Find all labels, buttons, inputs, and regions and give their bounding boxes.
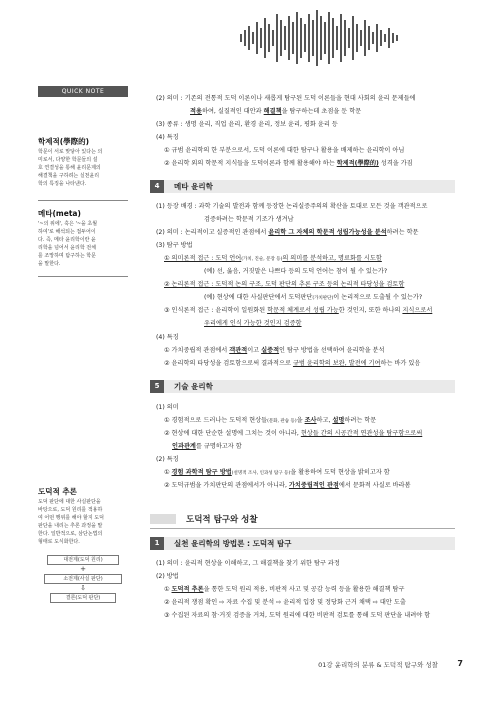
section-number: 5 [150,380,164,393]
syllogism-diagram [44,555,122,603]
quick-note-tab: QUICK NOTE [38,86,128,97]
chapter-heading [150,510,455,529]
note-moral-reasoning [38,488,128,546]
note-title: 도덕적 추론 [38,487,77,496]
plus-sign: + [80,565,86,573]
text-line: 우리에게 인식 가능한 것인지 검증함 [204,320,302,327]
text-line: ② 현상에 대한 단순한 설명에 그치는 것이 아니라, 현상들 간의 시공간적 연관성을 탐구함으로써 [164,430,423,437]
quick-note-sidebar [38,86,128,97]
chapter-title: 도덕적 탐구와 성찰 [186,515,258,525]
text-line: ① 도덕적 추론을 통한 도덕 원리 적용, 비판적 사고 및 공감 능력 등을 활용한 해결책 탐구 [164,586,405,593]
note-title: 학제적(學際的) [38,137,90,146]
section-title: 메타 윤리학 [174,182,213,191]
note-text: 하여'로 해석되는 접두어이 [38,229,96,235]
note-text: 도덕 판단에 대한 사실판단을 [38,499,101,505]
note-text: 을 말한다. [38,261,61,267]
note-title: 메타(meta) [38,209,81,218]
note-text: 여 어떤 행위를 해야 할지 도덕 [38,515,104,521]
major-premise-box: 대전제(도덕 원리) [47,555,119,565]
note-meta [38,210,128,268]
text-line: (예) 선, 옳음, 거짓말은 나쁘다 등의 도덕 언어는 참이 될 수 있는가? [204,268,388,275]
text-line: ③ 인식론적 접근 : 윤리학이 일원화된 학문적 체계로서 성립 가능한 것인지, 또한 하나의 지식으로서 [164,307,433,314]
note-text: 학문이 서로 맞닿아 있다는 의 [38,149,103,155]
text-line: ② 논리론적 접근 : 도덕적 논의 구조, 도덕 판단의 추론 구조 등의 논리적 타당성을 검토함 [164,281,405,288]
note-text: 호 연결성을 통해 윤리문제의 [38,165,101,171]
note-text: 리학을 넘어서 윤리학 전체 [38,245,96,251]
text-line: (2) 특징 [156,456,179,463]
heading-bar [150,514,176,524]
section-number: 4 [150,180,164,193]
text-line: (2) 의미 : 기존의 전통적 도덕 이론이나 새롭게 탐구된 도덕 이론들을 현대 사회의 윤리 문제들에 [156,95,416,102]
section-title: 실천 윤리학의 방법론 : 도덕적 탐구 [174,539,292,548]
text-line: (1) 등장 배경 : 과학 기술의 발전과 함께 등장한 논리실증주의의 확산을 토대로 모든 것을 객관적으로 [156,203,428,210]
text-line: (1) 의미 : 윤리적 현상을 이해하고, 그 해결책을 찾기 위한 탐구 과정 [156,560,340,567]
text-line: (4) 특징 [156,134,179,141]
note-text: 바탕으로, 도덕 원리를 적용하 [38,507,103,513]
divider [38,200,128,201]
note-interdisciplinary [38,138,128,188]
note-text: '~의 위에', 혹은 '~을 초월 [38,221,98,227]
section-number: 1 [150,537,164,550]
note-text: 학의 특징을 나타낸다. [38,181,87,187]
text-line: (3) 탐구 방법 [156,242,193,249]
footer-chapter: 01강 윤리학의 분류 & 도덕적 탐구와 성찰 [318,661,438,669]
text-line: (예) 현상에 대한 사실판단에서 도덕판단(가치판단)이 논리적으로 도출될 수 있는가? [204,294,423,301]
text-line: (2) 방법 [156,573,179,580]
note-text: 한다. 일반적으로, 삼단논법의 [38,531,103,537]
note-text: 형태로 도식화한다. [38,539,80,545]
text-line: ② 윤리학의 타당성을 검토함으로써 결과적으로 규범 윤리학의 보완, 발전에 기여하는 바가 있음 [164,360,421,367]
text-line: (2) 의미 : 논리적이고 실증적인 관점에서 윤리학 그 자체의 학문적 성립가능성을 분석하려는 학문 [156,229,419,236]
section-header-4 [150,180,455,193]
text-line: ① 경험 과학적 탐구 방법(설명적 조사, 인과성 탐구 등)을 활용하여 도덕 현상을 밝히고자 함 [164,469,390,476]
text-line: ① 의미론적 접근 : 도덕 언어(가치, 진술, 문장 등)의 의미를 분석하고, 명료화를 시도함 [164,255,382,262]
text-line: ② 윤리적 쟁점 확인 ⇨ 자료 수집 및 분석 ⇨ 윤리적 입장 및 정당화 근거 채택 ⇨ 대안 도출 [164,599,406,606]
note-text: 해결책을 구하려는 실천윤리 [38,173,100,179]
text-line: ① 가치중립적 관점에서 객관적이고 실증적인 탐구 방법을 선택하여 윤리학을 분석 [164,347,385,354]
section-header-5 [150,380,455,393]
text-line: 적용하여, 실질적인 대안과 해결책을 탐구하는데 초점을 둔 학문 [190,108,362,115]
note-text: 를 조망하며 탐구하는 학문 [38,253,96,259]
text-line: ① 규범 윤리학의 한 부분으로서, 도덕 이론에 대한 탐구나 활용을 배제하는 윤리학이 아님 [164,147,405,154]
conclusion-box: 결론(도덕 판단) [50,593,116,603]
text-line: 검증하려는 학문적 기조가 생겨남 [204,216,294,223]
divider [38,276,128,277]
waveform-decoration [238,8,448,68]
note-text: 다. 즉, 메타 윤리학이란 윤 [38,237,96,243]
text-line: ③ 수집된 자료의 참·거짓 검증을 거쳐, 도덕 원리에 대한 비판적 검토를 통해 도덕 판단을 내려야 함 [164,612,431,619]
minor-premise-box: 소전제(사실 판단) [44,574,122,584]
section-header-1 [150,537,455,550]
text-line: (3) 종류 : 생명 윤리, 직업 윤리, 환경 윤리, 정보 윤리, 평화 윤리 등 [156,121,338,128]
text-line: ② 윤리학 외의 학문적 지식들을 도덕이론과 함께 활용해야 하는 학제적(學際的) 성격을 가짐 [164,160,413,167]
text-line: 인과관계를 규명하고자 함 [172,443,242,450]
note-text: 판단을 내리는 추론 과정을 말 [38,523,103,529]
text-line: (4) 특징 [156,334,179,341]
arrow-down-icon: ⇩ [80,584,86,592]
text-line: ① 경험적으로 드러나는 도덕적 현상들(문화, 관습 등)을 조사하고, 설명하려는 학문 [164,417,377,424]
note-text: 미로서, 다양한 학문들의 설 [38,157,98,163]
page-number: 7 [457,659,463,668]
section-title: 기술 윤리학 [174,382,213,391]
text-line: ② 도덕규범을 가치판단의 관점에서가 아니라, 가치중립적인 관점에서 문화적 사실로 바라봄 [164,482,411,489]
text-line: (1) 의미 [156,404,179,411]
